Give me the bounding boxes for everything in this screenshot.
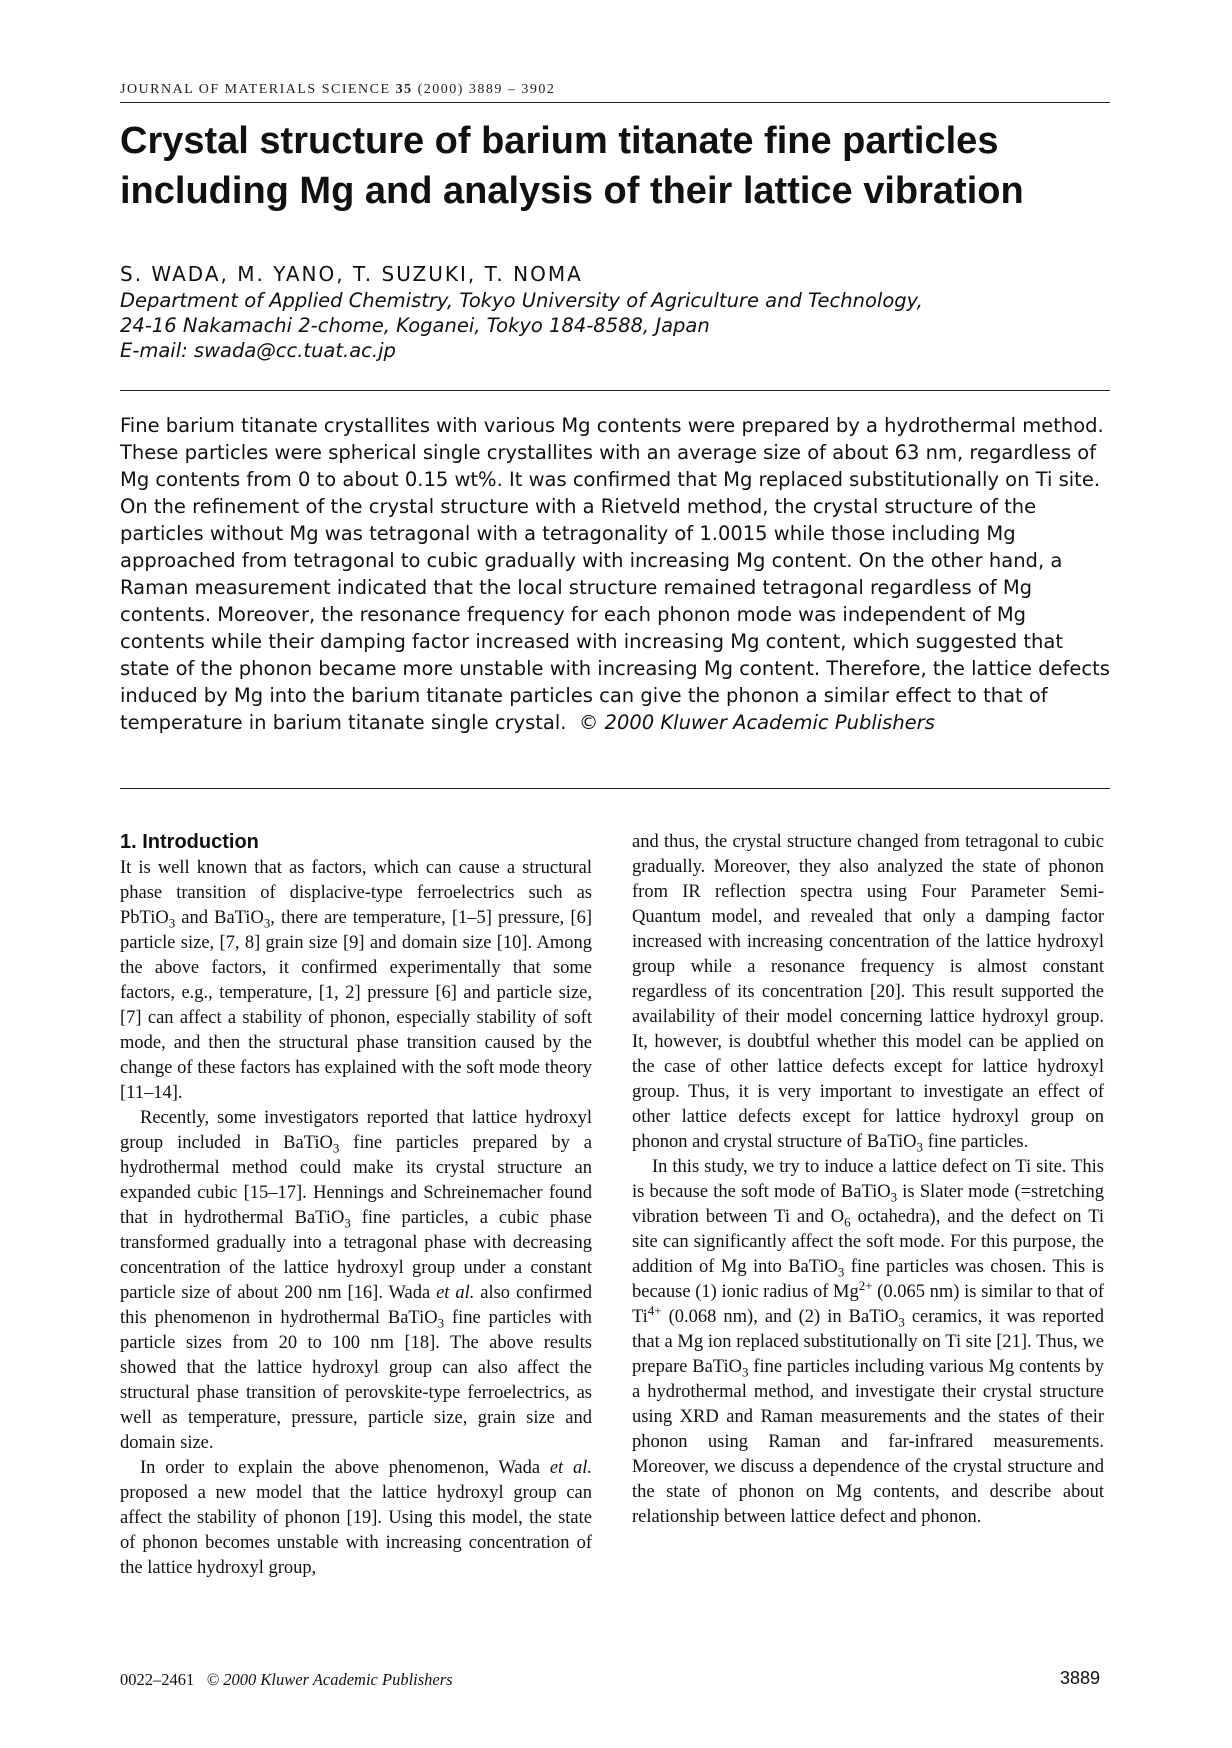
body-column-right (632, 830, 1104, 1530)
page-number: 3889 (1060, 1668, 1101, 1688)
abstract-top-rule (120, 390, 1110, 391)
abstract-copyright: © 2000 Kluwer Academic Publishers (578, 711, 935, 734)
journal-year-pages: (2000) 3889 – 3902 (417, 82, 556, 97)
affiliation (120, 288, 1110, 363)
body-column-left (120, 830, 592, 1581)
intro-paragraph-1: It is well known that as factors, which can cause a structural phase transition of displacive-type ferroelectrics such as PbTiO$_3$ and BaTiO$_3$, there are temperature, [1–5] pressure, [6] particle size, [7, 8] grain size [9] and domain size [10]. Among the above factors, it confirmed experimentally that some factors, e.g., temperature, [1, 2] pressure [6] and particle size, [7] can affect a stability of phonon, especially stability of soft mode, and then the structural phase transition caused by the change of these factors has explained with the soft mode theory [11–14]. (120, 858, 592, 1103)
footer-issn: 0022–2461 (120, 1670, 195, 1689)
intro-paragraph-4: In this study, we try to induce a lattice defect on Ti site. This is because the soft mode of BaTiO$_3$ is Slater mode (=stretching vibration between Ti and $O_6$ octahedra), and the defect on Ti site can significantly affect the soft mode. For this purpose, the addition of Mg into BaTiO$_3$ fine particles was chosen. This is because (1) ionic radius of $Mg^{2+}$ (0.065 nm) is similar to that of $Ti^{4+}$ (0.068 nm), and (2) in BaTiO$_3$ ceramics, it was reported that a Mg ion replaced substitutionally on Ti site [21]. Thus, we prepare BaTiO$_3$ fine particles including various Mg contents by a hydrothermal method, and investigate their crystal structure using XRD and Raman measurements and the states of their phonon using Raman and far-infrared measurements. Moreover, we discuss a dependence of the crystal structure and the state of phonon on Mg contents, and describe about relationship between lattice defect and phonon. (632, 1157, 1105, 1527)
intro-paragraph-3: In order to explain the above phenomenon, Wada et al. proposed a new model that the lattice hydroxyl group can affect the stability of phonon [19]. Using this model, the state of phonon becomes unstable with increasing concentration of the lattice hydroxyl group, (120, 1458, 592, 1578)
abstract (120, 412, 1110, 736)
footer-copyright: © 2000 Kluwer Academic Publishers (206, 1670, 453, 1689)
author-list: S. WADA, M. YANO, T. SUZUKI, T. NOMA (120, 262, 583, 286)
section-heading: 1. Introduction (120, 831, 259, 853)
journal-name: JOURNAL OF MATERIALS SCIENCE (120, 82, 391, 97)
title-line-1: Crystal structure of barium titanate fine particles (120, 120, 999, 162)
running-head (120, 82, 1110, 103)
affiliation-email: E-mail: swada@cc.tuat.ac.jp (120, 339, 396, 362)
affiliation-line-2: 24-16 Nakamachi 2-chome, Koganei, Tokyo 184-8588, Japan (120, 314, 710, 337)
abstract-bottom-rule (120, 788, 1110, 789)
journal-volume: 35 (395, 82, 413, 97)
intro-paragraph-2: Recently, some investigators reported that lattice hydroxyl group included in BaTiO$_3$ fine particles prepared by a hydrothermal method could make its crystal structure an expanded cubic [15–17]. Hennings and Schreinemacher found that in hydrothermal BaTiO$_3$ fine particles, a cubic phase transformed gradually into a tetragonal phase with decreasing concentration of the lattice hydroxyl group under a constant particle size of about 200 nm [16]. Wada et al. also confirmed this phenomenon in hydrothermal BaTiO$_3$ fine particles with particle sizes from 20 to 100 nm [18]. The above results showed that the lattice hydroxyl group can also affect the structural phase transition of perovskite-type ferroelectrics, as well as temperature, pressure, particle size, grain size and domain size. (120, 1108, 593, 1453)
abstract-text: Fine barium titanate crystallites with various Mg contents were prepared by a hydrothermal method. These particles were spherical single crystallites with an average size of about 63 nm, regardless of Mg contents from 0 to about 0.15 wt%. It was confirmed that Mg replaced substitutionally on Ti site. On the refinement of the crystal structure with a Rietveld method, the crystal structure of the particles without Mg was tetragonal with a tetragonality of 1.0015 while those including Mg approached from tetragonal to cubic gradually with increasing Mg content. On the other hand, a Raman measurement indicated that the local structure remained tetragonal regardless of Mg contents. Moreover, the resonance frequency for each phonon mode was independent of Mg contents while their damping factor increased with increasing Mg content, which suggested that state of the phonon became more unstable with increasing Mg content. Therefore, the lattice defects induced by Mg into the barium titanate particles can give the phonon a similar effect to that of temperature in barium titanate single crystal. (120, 414, 1110, 734)
intro-paragraph-3-cont: and thus, the crystal structure changed from tetragonal to cubic gradually. Moreover, they also analyzed the state of phonon from IR reflection spectra using Four Parameter Semi-Quantum model, and revealed that only a damping factor increased with increasing concentration of the lattice hydroxyl group while a resonance frequency is almost constant regardless of its concentration [20]. This result supported the availability of their model concerning lattice hydroxyl group. It, however, is doubtful whether this model can be applied on the case of other lattice defects except for lattice hydroxyl group. Thus, it is very important to investigate an effect of other lattice defects except for lattice hydroxyl group on phonon and crystal structure of BaTiO$_3$ fine particles. (632, 832, 1104, 1155)
footer-issn-copyright (120, 1670, 453, 1690)
affiliation-line-1: Department of Applied Chemistry, Tokyo University of Agriculture and Technology, (120, 289, 923, 312)
paper-title (120, 116, 1120, 216)
title-line-2: including Mg and analysis of their lattice vibration (120, 170, 1024, 212)
